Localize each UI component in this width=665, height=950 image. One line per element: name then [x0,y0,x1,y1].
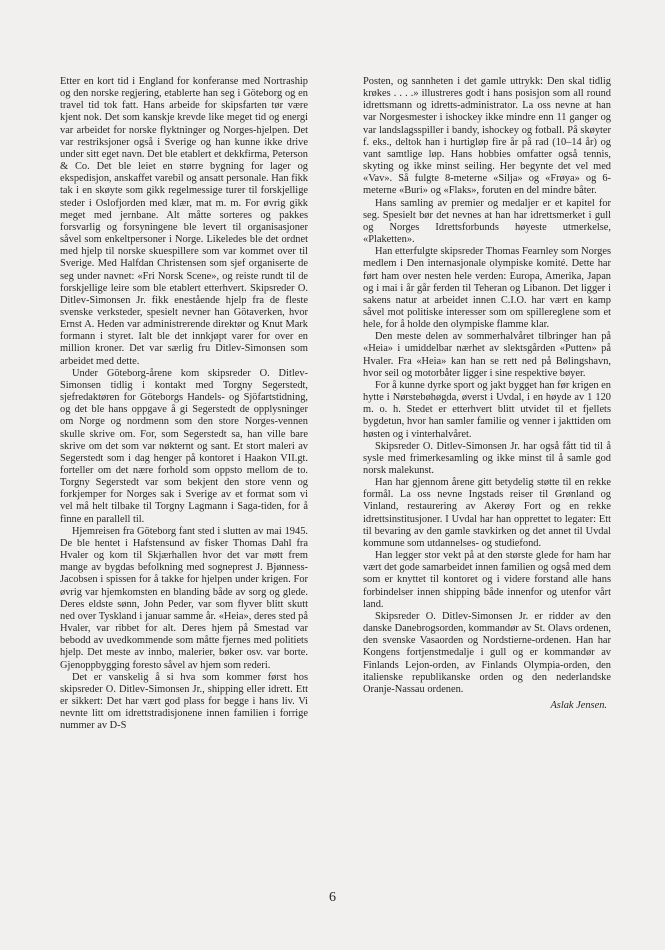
paragraph: Han legger stor vekt på at den største glede for ham har vært det gode samarbeidet innen familien og også med dem som er knyttet til kontoret og i videre forstand alle hans forbindelser innen shipping både innenfor og utenfor vårt land. [363,550,611,610]
paragraph: For å kunne dyrke sport og jakt bygget han før krigen en hytte i Nørstebøhøgda, øverst i Uvdal, i en høyde av 1 120 m. o. h. Stedet er etterhvert blitt utvidet til et fjellets bygdetun, hvor han samler familie og venner i jakttiden om høsten og i vinterhalvåret. [363,379,611,440]
paragraph: Hjemreisen fra Göteborg fant sted i slutten av mai 1945. De ble hentet i Hafstensund av fisker Thomas Dahl fra Hvaler og kom til Skjærhallen hvor det var møtt frem mange av bygdas befolkning med sogneprest J. Bjønness-Jacobsen i spissen for å takke for hjelpen under krigen. For øvrig var hjemkomsten en blanding både av sorg og glede. Deres eldste sønn, John Peder, var som flyver blitt skutt ned over Tyskland i januar samme år. «Heia», deres sted på Hvaler, var ribbet for alt. Deres hjem på Smestad var bebodd av uvedkommende som måtte fjernes med politiets hjelp. Det meste av innbo, malerier, bøker osv. var borte. Gjenoppbygging foresto såvel av hjem som rederi. [60,525,308,671]
paragraph: Han etterfulgte skipsreder Thomas Fearnley som Norges medlem i Den internasjonale olympiske komité. Dette har ført ham over nesten hele verden: Europa, Amerika, Japan og i mai i år går ferden til Teheran og Libanon. Det ligger i sakens natur at arbeidet innen C.I.O. har vært en kamp såvel mot politiske interesser som om spillereglene som et hele, for å holde den olympiske flamme klar. [363,246,611,331]
paragraph: Det er vanskelig å si hva som kommer først hos skipsreder O. Ditlev-Simonsen Jr., shipping eller idrett. Ett er sikkert: Det har vært god plass for begge i hans liv. Vi nevnte litt om idrettstradisjonene innen familien i forrige nummer av D-S [60,671,308,732]
paragraph: Han har gjennom årene gitt betydelig støtte til en rekke formål. La oss nevne Ingstads reiser til Grønland og Vinland, restaurering av Akerøy Fort og en rekke idrettsinstitusjoner. I Uvdal har han opprettet to legater: Ett til bevaring av den gamle stavkirken og det annet til Uvdal kommune som utdannelses- og studiefond. [363,477,611,549]
paragraph: Skipsreder O. Ditlev-Simonsen Jr. har også fått tid til å sysle med frimerkesamling og ikke minst til å samle god norsk malekunst. [363,440,611,476]
page-number: 6 [329,890,336,905]
author-signature: Aslak Jensen. [550,699,607,711]
paragraph: Posten, og sannheten i det gamle uttrykk: Den skal tidlig krøkes . . . .» illustreres godt i hans posisjon som all round idrettsmann og idretts-administrator. La oss nevne at han var Norgesmester i ishockey ikke mindre enn 11 ganger og var landslagsspiller i bandy, ishockey og fotball. På skøyter f. eks., deltok han i hurtigløp fire år på rad (10–14 år) og vant samtlige løp. Hans hobbies omfatter også tennis, skyting og ikke minst seiling. Her begynte det vel med «Vav». Så fulgte 8-meterne «Silja» og «Frøya» og 6-meterne «Buri» og «Flaks», foruten en del mindre båter. [363,76,611,197]
paragraph: Under Göteborg-årene kom skipsreder O. Ditlev-Simonsen tidlig i kontakt med Torgny Segerstedt, sjefredaktøren for Göteborgs Handels- og Sjöfartstidning, og det ble hans oppgave å gi Segerstedt de opplysninger om Norge og nordmenn som den store Norges-vennen skulle skrive om. For, som Segerstedt sa, han ville bare skrive om det som var nøkternt og sant. Et stort maleri av Segerstedt som i dag henger på kontoret i Haakon VII.gt. forteller om det nære forhold som oppsto mellom de to. Torgny Segerstedt var som bekjent den store venn og forkjemper for Norges sak i Sverige av et format som vi vel må helt tilbake til Torgny Lagmann i Saga-tiden, for å finne en parallell til. [60,367,308,525]
paragraph: Den meste delen av sommerhalvåret tilbringer han på «Heia» i umiddelbar nærhet av slektsgården «Putten» på Hvaler. Fra «Heia» kan han se rett ned på Bølingshavn, hvor seil og motorbåter ligger i sine respektive bøyer. [363,331,611,379]
left-column [60,76,308,732]
paragraph: Etter en kort tid i England for konferanse med Nortraship og den norske regjering, etablerte han seg i Göteborg og en travel tid tok fatt. Hans arbeide for skipsfarten tør være kjent nok. Det som kanskje krevde like meget tid og energi var arbeidet for norske flyktninger og Norges-hjelpen. Det var restriksjoner også i Sverige og han kunne ikke drive under sitt eget navn. Det ble etablert et dekkfirma, Peterson & Co. Det ble leiet en større bygning for lager og ekspedisjon, anskaffet varebil og ansatt personale. Han fikk tak i en skøyte som gikk regelmessige turer til forskjellige steder i Oslofjorden med klær, mat m. m. For øvrig gikk meget med jernbane. Alt måtte sorteres og pakkes forsvarlig og forsyningene ble levert til organisasjoner såvel som enkeltpersoner i Norge. Likeledes ble det ordnet med hjelp til norske skuespillere som var kommet over til Sverige. Med Halfdan Christensen som sjef organiserte de seg under navnet: «Fri Norsk Scene», og reiste rundt til de forskjellige leire som ble etablert etterhvert. Skipsreder O. Ditlev-Simonsen Jr. fikk enestående hjelp fra de fleste svenske verksteder, spesielt nevner han Götaverken, hvor Ernst A. Heden var administrerende direktør og Knut Mark formann i styret. Ialt ble det innkjøpt varer for over en million kroner. Det var særlig fru Ditlev-Simonsen som arbeidet med dette. [60,76,308,367]
paragraph: Hans samling av premier og medaljer er et kapitel for seg. Spesielt bør det nevnes at han har idrettsmerket i gull og Norges Idrettsforbunds høyeste utmerkelse, «Plaketten». [363,197,611,246]
paragraph: Skipsreder O. Ditlev-Simonsen Jr. er ridder av den danske Danebrogsorden, kommandør av St. Olavs ordenen, den svenske Vasaorden og Nordstierne-ordenen. Han har Kongens fortjenstmedalje i gull og er kommandør av Finlands Lejon-orden, av Finlands Olympia-orden, den italienske republikanske orden og den nederlandske Oranje-Nassau ordenen. [363,610,611,695]
right-column [363,76,611,712]
